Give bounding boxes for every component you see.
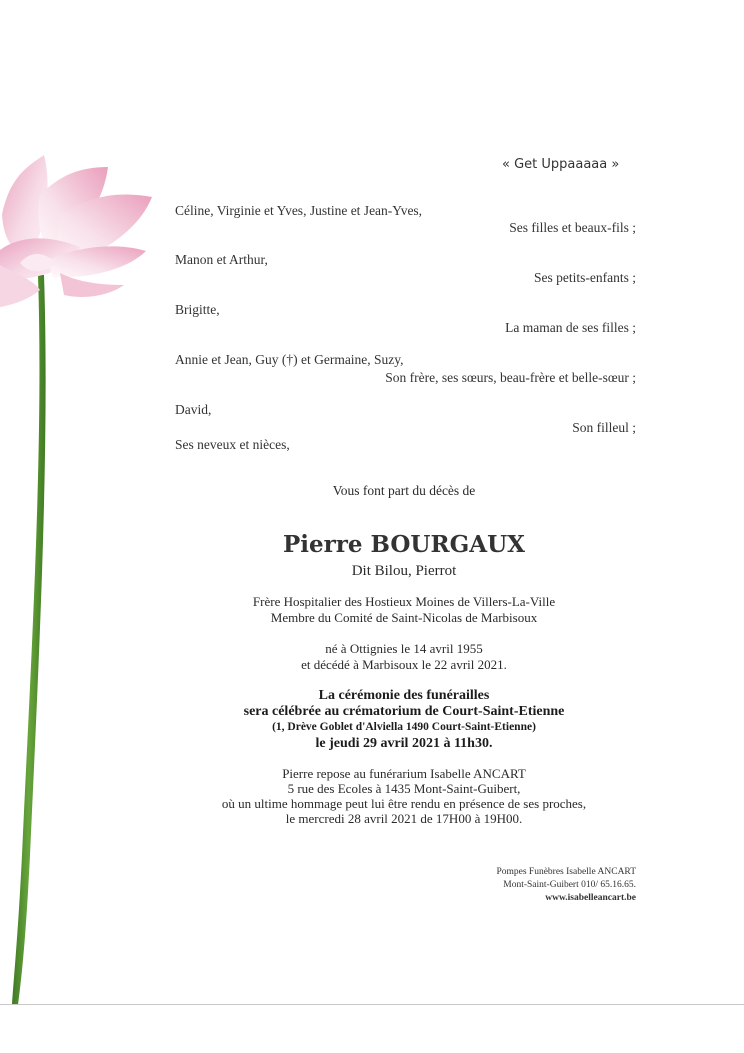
rest-line: le mercredi 28 avril 2021 de 17H00 à 19H00. xyxy=(285,811,523,826)
family-relation: Son frère, ses sœurs, beau-frère et belle-sœur ; xyxy=(385,370,636,385)
undertaker-website: www.isabelleancart.be xyxy=(545,893,636,903)
lotus-stem xyxy=(12,275,46,1005)
family-names: Ses neveux et nièces, xyxy=(175,437,290,452)
page-bottom-divider xyxy=(0,1004,744,1005)
family-relation: Son filleul ; xyxy=(572,420,636,435)
family-relation: La maman de ses filles ; xyxy=(505,320,636,335)
ceremony-line: La cérémonie des funérailles xyxy=(318,688,490,703)
undertaker-phone: Mont-Saint-Guibert 010/ 65.16.65. xyxy=(503,880,636,890)
death-info: et décédé à Marbisoux le 22 avril 2021. xyxy=(301,657,507,672)
family-names: Annie et Jean, Guy (†) et Germaine, Suzy, xyxy=(175,352,404,367)
family-names: Brigitte, xyxy=(175,302,220,317)
rest-line: 5 rue des Ecoles à 1435 Mont-Saint-Guibert, xyxy=(287,781,521,796)
family-relation: Ses petits-enfants ; xyxy=(534,270,636,285)
family-names: Céline, Virginie et Yves, Justine et Jean-Yves, xyxy=(175,203,423,218)
ceremony-address: (1, Drève Goblet d'Alviella 1490 Court-Saint-Etienne) xyxy=(272,721,536,733)
ceremony-line: sera célébrée au crématorium de Court-Saint-Etienne xyxy=(243,704,565,719)
deceased-title: Membre du Comité de Saint-Nicolas de Marbisoux xyxy=(270,610,538,625)
rest-line: où un ultime hommage peut lui être rendu en présence de ses proches, xyxy=(221,796,587,811)
deceased-nickname: Dit Bilou, Pierrot xyxy=(351,563,457,579)
deceased-title: Frère Hospitalier des Hostieux Moines de Villers-La-Ville xyxy=(252,594,556,609)
family-names: David, xyxy=(175,402,212,417)
motto: « Get Uppaaaaa » xyxy=(502,157,620,172)
rest-line: Pierre repose au funérarium Isabelle ANCART xyxy=(282,766,526,781)
announcement: Vous font part du décès de xyxy=(332,483,476,498)
ceremony-datetime: le jeudi 29 avril 2021 à 11h30. xyxy=(315,736,493,751)
family-relation: Ses filles et beaux-fils ; xyxy=(509,220,636,235)
lotus-flower-illustration xyxy=(0,155,160,1015)
family-names: Manon et Arthur, xyxy=(175,252,268,267)
undertaker-block xyxy=(496,866,636,905)
birth-info: né à Ottignies le 14 avril 1955 xyxy=(325,641,483,656)
undertaker-name: Pompes Funèbres Isabelle ANCART xyxy=(496,867,636,877)
deceased-name: Pierre BOURGAUX xyxy=(282,531,525,558)
